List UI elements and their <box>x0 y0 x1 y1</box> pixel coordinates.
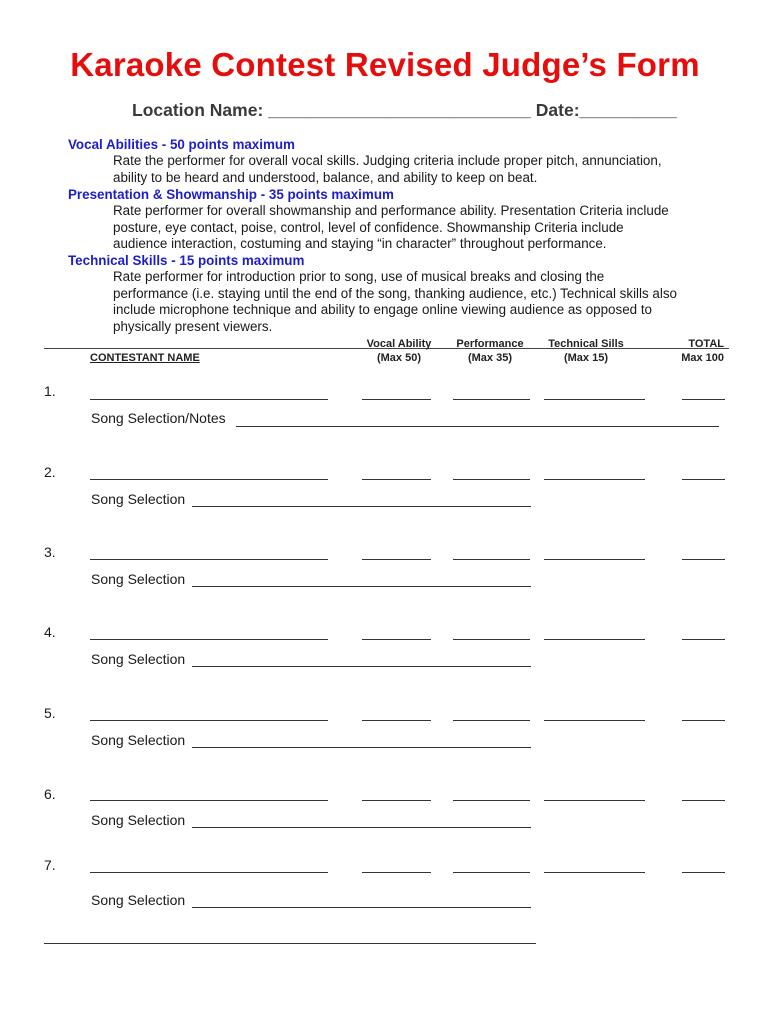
performance-score-field[interactable] <box>453 872 530 873</box>
judge-signature-line[interactable] <box>44 943 536 944</box>
vocal-abilities-text <box>113 153 662 186</box>
text-line: Rate performer for overall showmanship and performance ability. Presentation Criteria include <box>113 203 669 218</box>
technical-skills-heading: Technical Skills - 15 points maximum <box>68 253 305 268</box>
technical-skills-header <box>538 337 634 365</box>
text-line: audience interaction, costuming and staying “in character” throughout performance. <box>113 236 607 252</box>
total-score-field[interactable] <box>682 872 725 873</box>
technical-score-field[interactable] <box>544 479 645 480</box>
contestant-name-field[interactable] <box>90 399 328 400</box>
song-selection-field[interactable] <box>236 426 719 427</box>
contestant-name-field[interactable] <box>90 872 328 873</box>
entry-number: 2. <box>44 464 56 480</box>
contestant-name-header: CONTESTANT NAME <box>90 352 200 364</box>
total-max: Max 100 <box>681 352 724 364</box>
performance-score-field[interactable] <box>453 399 530 400</box>
song-selection-label: Song Selection <box>91 651 186 667</box>
technical-score-field[interactable] <box>544 720 645 721</box>
technical-score-field[interactable] <box>544 399 645 400</box>
contestant-name-field[interactable] <box>90 720 328 721</box>
vocal-score-field[interactable] <box>362 720 431 721</box>
performance-max: (Max 35) <box>467 352 513 364</box>
song-selection-field[interactable] <box>192 586 531 587</box>
location-date-line: Location Name: ___________________________ Date:__________ <box>132 100 677 120</box>
vocal-score-field[interactable] <box>362 872 431 873</box>
form-title: Karaoke Contest Revised Judge’s Form <box>70 46 700 83</box>
vocal-abilities-heading: Vocal Abilities - 50 points maximum <box>68 137 295 152</box>
entry-number: 5. <box>44 705 56 721</box>
total-label: TOTAL <box>688 338 724 350</box>
presentation-heading: Presentation & Showmanship - 35 points maximum <box>68 187 394 202</box>
technical-skills-text <box>113 269 677 335</box>
contestant-name-field[interactable] <box>90 800 328 801</box>
technical-score-field[interactable] <box>544 559 645 560</box>
vocal-score-field[interactable] <box>362 800 431 801</box>
song-selection-field[interactable] <box>192 827 531 828</box>
contestant-name-field[interactable] <box>90 639 328 640</box>
presentation-text <box>113 203 669 253</box>
entry-number: 1. <box>44 383 56 399</box>
song-selection-label: Song Selection/Notes <box>91 410 226 426</box>
entry-number: 7. <box>44 857 56 873</box>
vocal-score-field[interactable] <box>362 639 431 640</box>
song-selection-label: Song Selection <box>91 491 186 507</box>
vocal-ability-max: (Max 50) <box>376 352 422 364</box>
song-selection-field[interactable] <box>192 907 531 908</box>
text-line: physically present viewers. <box>113 318 273 334</box>
entry-number: 3. <box>44 544 56 560</box>
contestant-name-field[interactable] <box>90 559 328 560</box>
performance-score-field[interactable] <box>453 479 530 480</box>
performance-score-field[interactable] <box>453 559 530 560</box>
performance-score-field[interactable] <box>453 800 530 801</box>
vocal-score-field[interactable] <box>362 399 431 400</box>
text-line: performance (i.e. staying until the end of the song, thanking audience, etc.) Technical skills also <box>113 285 677 301</box>
contestant-name-field[interactable] <box>90 479 328 480</box>
total-header <box>640 337 724 365</box>
text-line: ability to be heard and understood, balance, and ability to keep on beat. <box>113 169 538 185</box>
entry-number: 6. <box>44 786 56 802</box>
text-line: include microphone technique and ability to engage online viewing audience as opposed to <box>113 302 652 318</box>
technical-score-field[interactable] <box>544 872 645 873</box>
total-score-field[interactable] <box>682 479 725 480</box>
song-selection-field[interactable] <box>192 666 531 667</box>
entry-number: 4. <box>44 624 56 640</box>
song-selection-label: Song Selection <box>91 892 186 908</box>
song-selection-field[interactable] <box>192 506 531 507</box>
text-line: posture, eye contact, poise, control, level of confidence. Showmanship Criteria include <box>113 219 624 235</box>
performance-header <box>446 337 534 365</box>
technical-skills-label: Technical Sills <box>548 338 624 350</box>
total-score-field[interactable] <box>682 639 725 640</box>
total-score-field[interactable] <box>682 399 725 400</box>
vocal-ability-header <box>355 337 443 365</box>
text-line: Rate performer for introduction prior to song, use of musical breaks and closing the <box>113 269 605 284</box>
performance-score-field[interactable] <box>453 720 530 721</box>
vocal-score-field[interactable] <box>362 479 431 480</box>
total-score-field[interactable] <box>682 800 725 801</box>
song-selection-label: Song Selection <box>91 571 186 587</box>
technical-score-field[interactable] <box>544 639 645 640</box>
song-selection-label: Song Selection <box>91 812 186 828</box>
technical-skills-max: (Max 15) <box>563 352 609 364</box>
total-score-field[interactable] <box>682 559 725 560</box>
text-line: Rate the performer for overall vocal skills. Judging criteria include proper pitch, annunciation, <box>113 153 662 168</box>
total-score-field[interactable] <box>682 720 725 721</box>
technical-score-field[interactable] <box>544 800 645 801</box>
song-selection-label: Song Selection <box>91 732 186 748</box>
performance-score-field[interactable] <box>453 639 530 640</box>
vocal-ability-label: Vocal Ability <box>366 338 432 350</box>
vocal-score-field[interactable] <box>362 559 431 560</box>
song-selection-field[interactable] <box>192 747 531 748</box>
performance-label: Performance <box>456 338 524 350</box>
